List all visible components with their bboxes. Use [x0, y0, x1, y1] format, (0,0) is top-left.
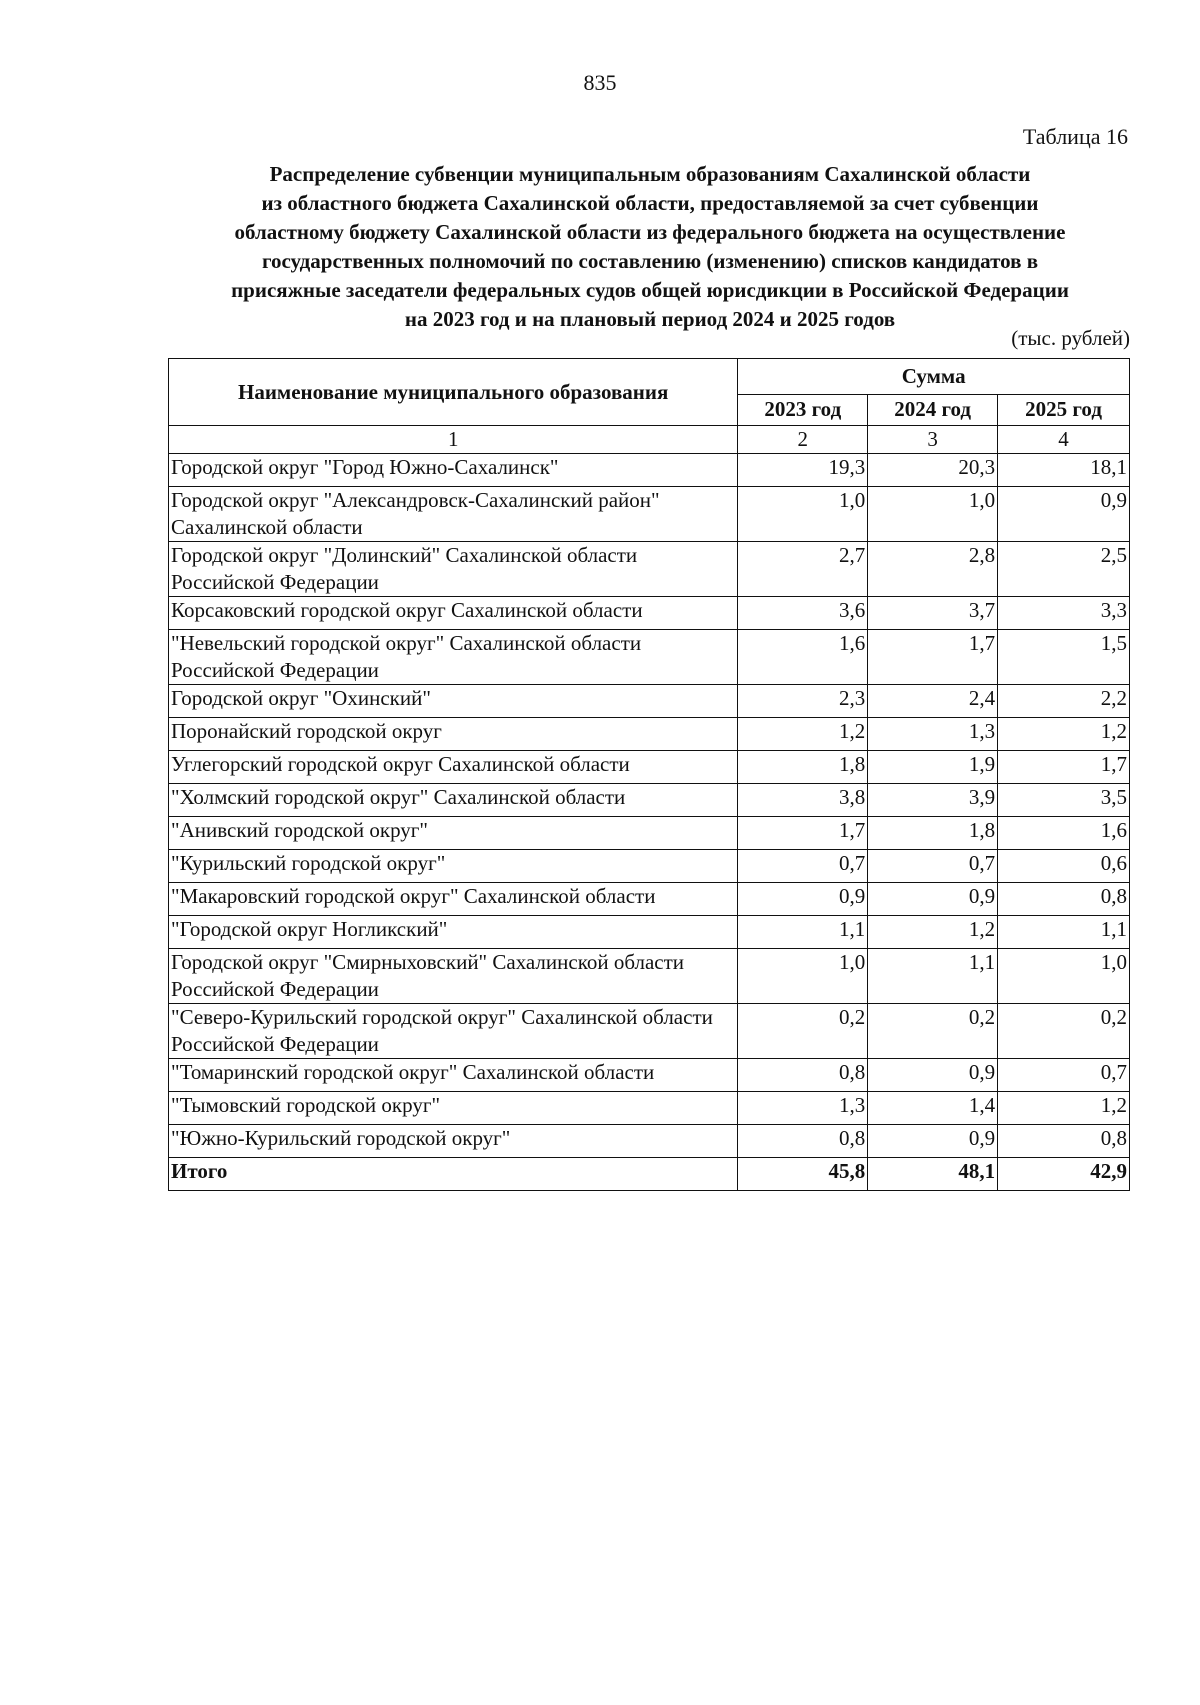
table-row — [169, 1004, 1130, 1059]
amount-2023: 0,7 — [738, 850, 868, 883]
total-2024: 48,1 — [868, 1158, 998, 1191]
municipality-name: "Северо-Курильский городской округ" Сахалинской области Российской Федерации — [169, 1004, 738, 1059]
column-index: 2 — [738, 426, 868, 454]
title-line: присяжные заседатели федеральных судов общей юрисдикции в Российской Федерации — [231, 278, 1069, 302]
amount-2024: 3,9 — [868, 784, 998, 817]
amount-2024: 2,4 — [868, 685, 998, 718]
amount-2025: 0,8 — [998, 883, 1130, 916]
amount-2025: 2,5 — [998, 542, 1130, 597]
document-title — [160, 160, 1140, 334]
header-sum: Сумма — [738, 359, 1130, 395]
amount-2023: 1,0 — [738, 487, 868, 542]
amount-2025: 0,9 — [998, 487, 1130, 542]
amount-2024: 2,8 — [868, 542, 998, 597]
table-row — [169, 630, 1130, 685]
table-row — [169, 1125, 1130, 1158]
amount-2024: 1,2 — [868, 916, 998, 949]
amount-2025: 3,5 — [998, 784, 1130, 817]
subvention-table — [168, 358, 1130, 1191]
amount-2025: 1,0 — [998, 949, 1130, 1004]
amount-2023: 1,2 — [738, 718, 868, 751]
total-2025: 42,9 — [998, 1158, 1130, 1191]
amount-2023: 3,6 — [738, 597, 868, 630]
amount-2025: 1,2 — [998, 718, 1130, 751]
amount-2024: 0,9 — [868, 1059, 998, 1092]
amount-2023: 1,0 — [738, 949, 868, 1004]
amount-2025: 1,6 — [998, 817, 1130, 850]
municipality-name: Городской округ "Долинский" Сахалинской области Российской Федерации — [169, 542, 738, 597]
amount-2023: 2,3 — [738, 685, 868, 718]
municipality-name: Углегорский городской округ Сахалинской области — [169, 751, 738, 784]
title-line: Распределение субвенции муниципальным образованиям Сахалинской области — [269, 162, 1031, 186]
column-index: 4 — [998, 426, 1130, 454]
amount-2023: 0,8 — [738, 1125, 868, 1158]
units-label: (тыс. рублей) — [1011, 326, 1130, 350]
municipality-name: Поронайский городской округ — [169, 718, 738, 751]
amount-2024: 1,9 — [868, 751, 998, 784]
amount-2024: 1,3 — [868, 718, 998, 751]
amount-2025: 0,8 — [998, 1125, 1130, 1158]
municipality-name: Корсаковский городской округ Сахалинской области — [169, 597, 738, 630]
municipality-name: Городской округ "Александровск-Сахалинский район" Сахалинской области — [169, 487, 738, 542]
amount-2024: 0,9 — [868, 1125, 998, 1158]
amount-2023: 1,6 — [738, 630, 868, 685]
total-label: Итого — [169, 1158, 738, 1191]
municipality-name: Городской округ "Смирныховский" Сахалинской области Российской Федерации — [169, 949, 738, 1004]
table-row — [169, 718, 1130, 751]
municipality-name: "Тымовский городской округ" — [169, 1092, 738, 1125]
municipality-name: "Курильский городской округ" — [169, 850, 738, 883]
table-row — [169, 454, 1130, 487]
table-row — [169, 850, 1130, 883]
title-line: на 2023 год и на плановый период 2024 и 2025 годов — [404, 307, 896, 331]
amount-2024: 0,9 — [868, 883, 998, 916]
amount-2023: 2,7 — [738, 542, 868, 597]
table-row — [169, 487, 1130, 542]
column-index: 3 — [868, 426, 998, 454]
title-line: государственных полномочий по составлению (изменению) списков кандидатов в — [261, 249, 1039, 273]
table-row — [169, 1092, 1130, 1125]
municipality-name: Городской округ "Город Южно-Сахалинск" — [169, 454, 738, 487]
amount-2024: 20,3 — [868, 454, 998, 487]
municipality-name: "Макаровский городской округ" Сахалинской области — [169, 883, 738, 916]
header-year-2023: 2023 год — [738, 394, 868, 425]
amount-2023: 1,8 — [738, 751, 868, 784]
total-row — [169, 1158, 1130, 1191]
title-line: областному бюджету Сахалинской области из федерального бюджета на осуществление — [234, 220, 1066, 244]
amount-2025: 0,7 — [998, 1059, 1130, 1092]
amount-2025: 1,5 — [998, 630, 1130, 685]
amount-2025: 1,1 — [998, 916, 1130, 949]
table-row — [169, 1059, 1130, 1092]
amount-2025: 18,1 — [998, 454, 1130, 487]
amount-2024: 1,1 — [868, 949, 998, 1004]
amount-2025: 1,2 — [998, 1092, 1130, 1125]
table-row — [169, 685, 1130, 718]
municipality-name: "Томаринский городской округ" Сахалинской области — [169, 1059, 738, 1092]
amount-2024: 1,0 — [868, 487, 998, 542]
amount-2023: 1,7 — [738, 817, 868, 850]
table-row — [169, 916, 1130, 949]
table-row — [169, 751, 1130, 784]
amount-2024: 1,7 — [868, 630, 998, 685]
amount-2023: 0,8 — [738, 1059, 868, 1092]
amount-2024: 3,7 — [868, 597, 998, 630]
amount-2023: 0,2 — [738, 1004, 868, 1059]
amount-2024: 0,2 — [868, 1004, 998, 1059]
table-row — [169, 784, 1130, 817]
municipality-name: Городской округ "Охинский" — [169, 685, 738, 718]
table-row — [169, 949, 1130, 1004]
table-row — [169, 542, 1130, 597]
amount-2023: 3,8 — [738, 784, 868, 817]
amount-2025: 3,3 — [998, 597, 1130, 630]
amount-2023: 1,3 — [738, 1092, 868, 1125]
column-index: 1 — [169, 426, 738, 454]
amount-2024: 0,7 — [868, 850, 998, 883]
table-label: Таблица 16 — [1022, 124, 1128, 149]
table-row — [169, 883, 1130, 916]
amount-2025: 0,2 — [998, 1004, 1130, 1059]
title-line: из областного бюджета Сахалинской области, предоставляемой за счет субвенции — [261, 191, 1039, 215]
table-row — [169, 597, 1130, 630]
municipality-name: "Холмский городской округ" Сахалинской области — [169, 784, 738, 817]
column-index-row — [169, 426, 1130, 454]
header-year-2025: 2025 год — [998, 394, 1130, 425]
amount-2025: 1,7 — [998, 751, 1130, 784]
amount-2025: 2,2 — [998, 685, 1130, 718]
amount-2023: 1,1 — [738, 916, 868, 949]
amount-2024: 1,4 — [868, 1092, 998, 1125]
municipality-name: "Анивский городской округ" — [169, 817, 738, 850]
amount-2023: 0,9 — [738, 883, 868, 916]
amount-2024: 1,8 — [868, 817, 998, 850]
amount-2025: 0,6 — [998, 850, 1130, 883]
table-body — [169, 454, 1130, 1191]
page-number: 835 — [583, 70, 617, 95]
amount-2023: 19,3 — [738, 454, 868, 487]
municipality-name: "Южно-Курильский городской округ" — [169, 1125, 738, 1158]
header-year-2024: 2024 год — [868, 394, 998, 425]
municipality-name: "Невельский городской округ" Сахалинской области Российской Федерации — [169, 630, 738, 685]
header-name: Наименование муниципального образования — [169, 359, 738, 426]
total-2023: 45,8 — [738, 1158, 868, 1191]
table-row — [169, 817, 1130, 850]
municipality-name: "Городской округ Ногликский" — [169, 916, 738, 949]
